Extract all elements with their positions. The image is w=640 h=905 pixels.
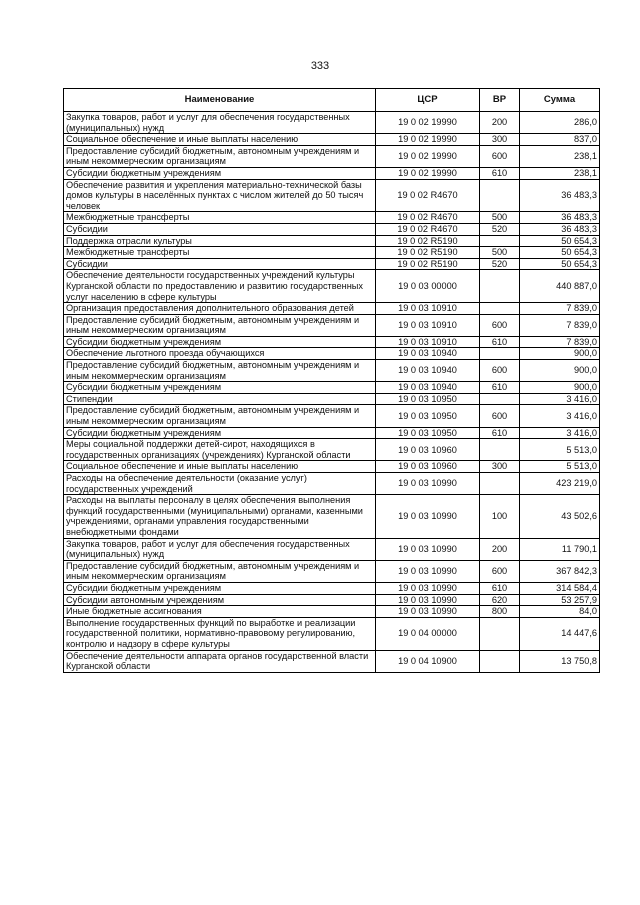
row-name: Предоставление субсидий бюджетным, автономным учреждениям и иным некоммерческим организациям: [64, 145, 376, 167]
row-csr: 19 0 02 R4670: [376, 179, 480, 212]
row-csr: 19 0 03 10910: [376, 336, 480, 348]
row-vr: 610: [480, 582, 520, 594]
row-csr: 19 0 03 10940: [376, 360, 480, 382]
row-name: Предоставление субсидий бюджетным, автономным учреждениям и иным некоммерческим организациям: [64, 405, 376, 427]
row-vr: [480, 348, 520, 360]
header-vr: ВР: [480, 89, 520, 112]
row-sum: 900,0: [520, 348, 600, 360]
row-sum: 43 502,6: [520, 495, 600, 538]
row-name: Стипендии: [64, 393, 376, 405]
row-csr: 19 0 03 10990: [376, 473, 480, 495]
row-vr: 100: [480, 495, 520, 538]
row-sum: 11 790,1: [520, 538, 600, 560]
row-vr: 600: [480, 314, 520, 336]
table-row: [64, 560, 600, 582]
row-csr: 19 0 04 10900: [376, 650, 480, 672]
row-name: Расходы на обеспечение деятельности (оказание услуг) государственных учреждений: [64, 473, 376, 495]
row-sum: 837,0: [520, 134, 600, 146]
row-vr: [480, 393, 520, 405]
row-sum: 900,0: [520, 382, 600, 394]
row-sum: 50 654,3: [520, 247, 600, 259]
row-vr: 600: [480, 560, 520, 582]
row-csr: 19 0 03 10950: [376, 427, 480, 439]
table-row: [64, 270, 600, 303]
row-sum: 314 584,4: [520, 582, 600, 594]
table-row: [64, 336, 600, 348]
table-row: [64, 348, 600, 360]
row-sum: 7 839,0: [520, 303, 600, 315]
table-row: [64, 223, 600, 235]
row-vr: 300: [480, 134, 520, 146]
table-row: [64, 212, 600, 224]
row-csr: 19 0 03 10990: [376, 594, 480, 606]
header-name: Наименование: [64, 89, 376, 112]
row-name: Предоставление субсидий бюджетным, автономным учреждениям и иным некоммерческим организациям: [64, 360, 376, 382]
row-csr: 19 0 02 19990: [376, 167, 480, 179]
row-vr: 520: [480, 223, 520, 235]
table-row: [64, 582, 600, 594]
row-csr: 19 0 03 10960: [376, 461, 480, 473]
row-name: Субсидии бюджетным учреждениям: [64, 167, 376, 179]
row-sum: 900,0: [520, 360, 600, 382]
row-name: Предоставление субсидий бюджетным, автономным учреждениям и иным некоммерческим организациям: [64, 560, 376, 582]
budget-table: [63, 88, 600, 673]
row-csr: 19 0 03 10910: [376, 303, 480, 315]
row-vr: 600: [480, 405, 520, 427]
row-csr: 19 0 03 10940: [376, 382, 480, 394]
row-name: Обеспечение развития и укрепления материально-технической базы домов культуры в населённых пунктах с числом жителей до 50 тысяч человек: [64, 179, 376, 212]
row-csr: 19 0 03 10990: [376, 538, 480, 560]
table-row: [64, 606, 600, 618]
row-name: Закупка товаров, работ и услуг для обеспечения государственных (муниципальных) нужд: [64, 112, 376, 134]
row-vr: 610: [480, 336, 520, 348]
row-name: Выполнение государственных функций по выработке и реализации государственной политики, нормативно-правовому регулированию, контролю и надзору в сфере культуры: [64, 617, 376, 650]
table-row: [64, 461, 600, 473]
table-row: [64, 303, 600, 315]
row-vr: [480, 270, 520, 303]
table-row: [64, 594, 600, 606]
table-row: [64, 247, 600, 259]
row-name: Обеспечение деятельности аппарата органов государственной власти Курганской области: [64, 650, 376, 672]
row-name: Меры социальной поддержки детей-сирот, находящихся в государственных организациях (учреждениях) Курганской области: [64, 439, 376, 461]
row-csr: 19 0 03 10960: [376, 439, 480, 461]
row-vr: [480, 303, 520, 315]
header-sum: Сумма: [520, 89, 600, 112]
table-row: [64, 112, 600, 134]
row-sum: 5 513,0: [520, 439, 600, 461]
row-csr: 19 0 02 19990: [376, 134, 480, 146]
row-vr: 200: [480, 112, 520, 134]
table-row: [64, 145, 600, 167]
row-sum: 286,0: [520, 112, 600, 134]
row-csr: 19 0 02 R5190: [376, 247, 480, 259]
table-row: [64, 617, 600, 650]
row-vr: 500: [480, 212, 520, 224]
row-name: Предоставление субсидий бюджетным, автономным учреждениям и иным некоммерческим организациям: [64, 314, 376, 336]
table-body: [64, 112, 600, 673]
row-sum: 3 416,0: [520, 427, 600, 439]
row-sum: 3 416,0: [520, 405, 600, 427]
row-name: Субсидии бюджетным учреждениям: [64, 382, 376, 394]
table-row: [64, 393, 600, 405]
table-row: [64, 427, 600, 439]
row-vr: 610: [480, 167, 520, 179]
table-row: [64, 235, 600, 247]
row-csr: 19 0 03 10940: [376, 348, 480, 360]
row-name: Субсидии: [64, 223, 376, 235]
table-row: [64, 167, 600, 179]
row-name: Обеспечение льготного проезда обучающихся: [64, 348, 376, 360]
row-name: Поддержка отрасли культуры: [64, 235, 376, 247]
row-vr: 500: [480, 247, 520, 259]
table-row: [64, 473, 600, 495]
row-csr: 19 0 04 00000: [376, 617, 480, 650]
row-sum: 84,0: [520, 606, 600, 618]
row-name: Субсидии бюджетным учреждениям: [64, 427, 376, 439]
row-csr: 19 0 03 10990: [376, 606, 480, 618]
table-row: [64, 405, 600, 427]
row-sum: 238,1: [520, 167, 600, 179]
row-vr: 300: [480, 461, 520, 473]
table-row: [64, 538, 600, 560]
row-csr: 19 0 03 10950: [376, 393, 480, 405]
row-sum: 14 447,6: [520, 617, 600, 650]
row-name: Обеспечение деятельности государственных учреждений культуры Курганской области по предоставлению и развитию государственных услуг населению в сфере культуры: [64, 270, 376, 303]
row-vr: [480, 439, 520, 461]
row-name: Социальное обеспечение и иные выплаты населению: [64, 134, 376, 146]
row-vr: 520: [480, 258, 520, 270]
row-sum: 50 654,3: [520, 258, 600, 270]
table-row: [64, 360, 600, 382]
row-sum: 440 887,0: [520, 270, 600, 303]
table-row: [64, 179, 600, 212]
row-vr: 610: [480, 382, 520, 394]
row-sum: 53 257,9: [520, 594, 600, 606]
row-sum: 7 839,0: [520, 336, 600, 348]
row-sum: 36 483,3: [520, 179, 600, 212]
row-csr: 19 0 03 10910: [376, 314, 480, 336]
header-csr: ЦСР: [376, 89, 480, 112]
row-vr: 620: [480, 594, 520, 606]
row-sum: 36 483,3: [520, 223, 600, 235]
row-csr: 19 0 02 R4670: [376, 223, 480, 235]
row-sum: 238,1: [520, 145, 600, 167]
row-name: Иные бюджетные ассигнования: [64, 606, 376, 618]
row-sum: 7 839,0: [520, 314, 600, 336]
row-sum: 367 842,3: [520, 560, 600, 582]
row-vr: [480, 473, 520, 495]
table-row: [64, 650, 600, 672]
row-csr: 19 0 03 10990: [376, 495, 480, 538]
row-name: Субсидии бюджетным учреждениям: [64, 336, 376, 348]
row-name: Социальное обеспечение и иные выплаты населению: [64, 461, 376, 473]
row-name: Организация предоставления дополнительного образования детей: [64, 303, 376, 315]
row-csr: 19 0 02 R5190: [376, 258, 480, 270]
row-vr: 610: [480, 427, 520, 439]
row-sum: 50 654,3: [520, 235, 600, 247]
table-row: [64, 258, 600, 270]
row-csr: 19 0 03 00000: [376, 270, 480, 303]
row-csr: 19 0 02 19990: [376, 112, 480, 134]
row-vr: 800: [480, 606, 520, 618]
row-name: Межбюджетные трансферты: [64, 212, 376, 224]
row-vr: [480, 617, 520, 650]
row-sum: 5 513,0: [520, 461, 600, 473]
row-name: Субсидии: [64, 258, 376, 270]
row-name: Закупка товаров, работ и услуг для обеспечения государственных (муниципальных) нужд: [64, 538, 376, 560]
page-number: 333: [310, 60, 330, 72]
row-sum: 423 219,0: [520, 473, 600, 495]
row-vr: [480, 235, 520, 247]
row-csr: 19 0 02 19990: [376, 145, 480, 167]
row-sum: 13 750,8: [520, 650, 600, 672]
row-csr: 19 0 02 R5190: [376, 235, 480, 247]
table-row: [64, 495, 600, 538]
table-row: [64, 314, 600, 336]
row-csr: 19 0 02 R4670: [376, 212, 480, 224]
row-csr: 19 0 03 10990: [376, 560, 480, 582]
row-sum: 3 416,0: [520, 393, 600, 405]
row-vr: 600: [480, 360, 520, 382]
row-csr: 19 0 03 10950: [376, 405, 480, 427]
table-header-row: [64, 89, 600, 112]
row-name: Межбюджетные трансферты: [64, 247, 376, 259]
row-csr: 19 0 03 10990: [376, 582, 480, 594]
row-vr: [480, 650, 520, 672]
row-vr: [480, 179, 520, 212]
row-sum: 36 483,3: [520, 212, 600, 224]
row-name: Субсидии автономным учреждениям: [64, 594, 376, 606]
table-row: [64, 439, 600, 461]
table-row: [64, 134, 600, 146]
row-name: Субсидии бюджетным учреждениям: [64, 582, 376, 594]
table-row: [64, 382, 600, 394]
row-vr: 600: [480, 145, 520, 167]
row-vr: 200: [480, 538, 520, 560]
row-name: Расходы на выплаты персоналу в целях обеспечения выполнения функций государственными (муниципальными) органами, казенными учреждениями, органами управления государственными внебюджетными фондами: [64, 495, 376, 538]
